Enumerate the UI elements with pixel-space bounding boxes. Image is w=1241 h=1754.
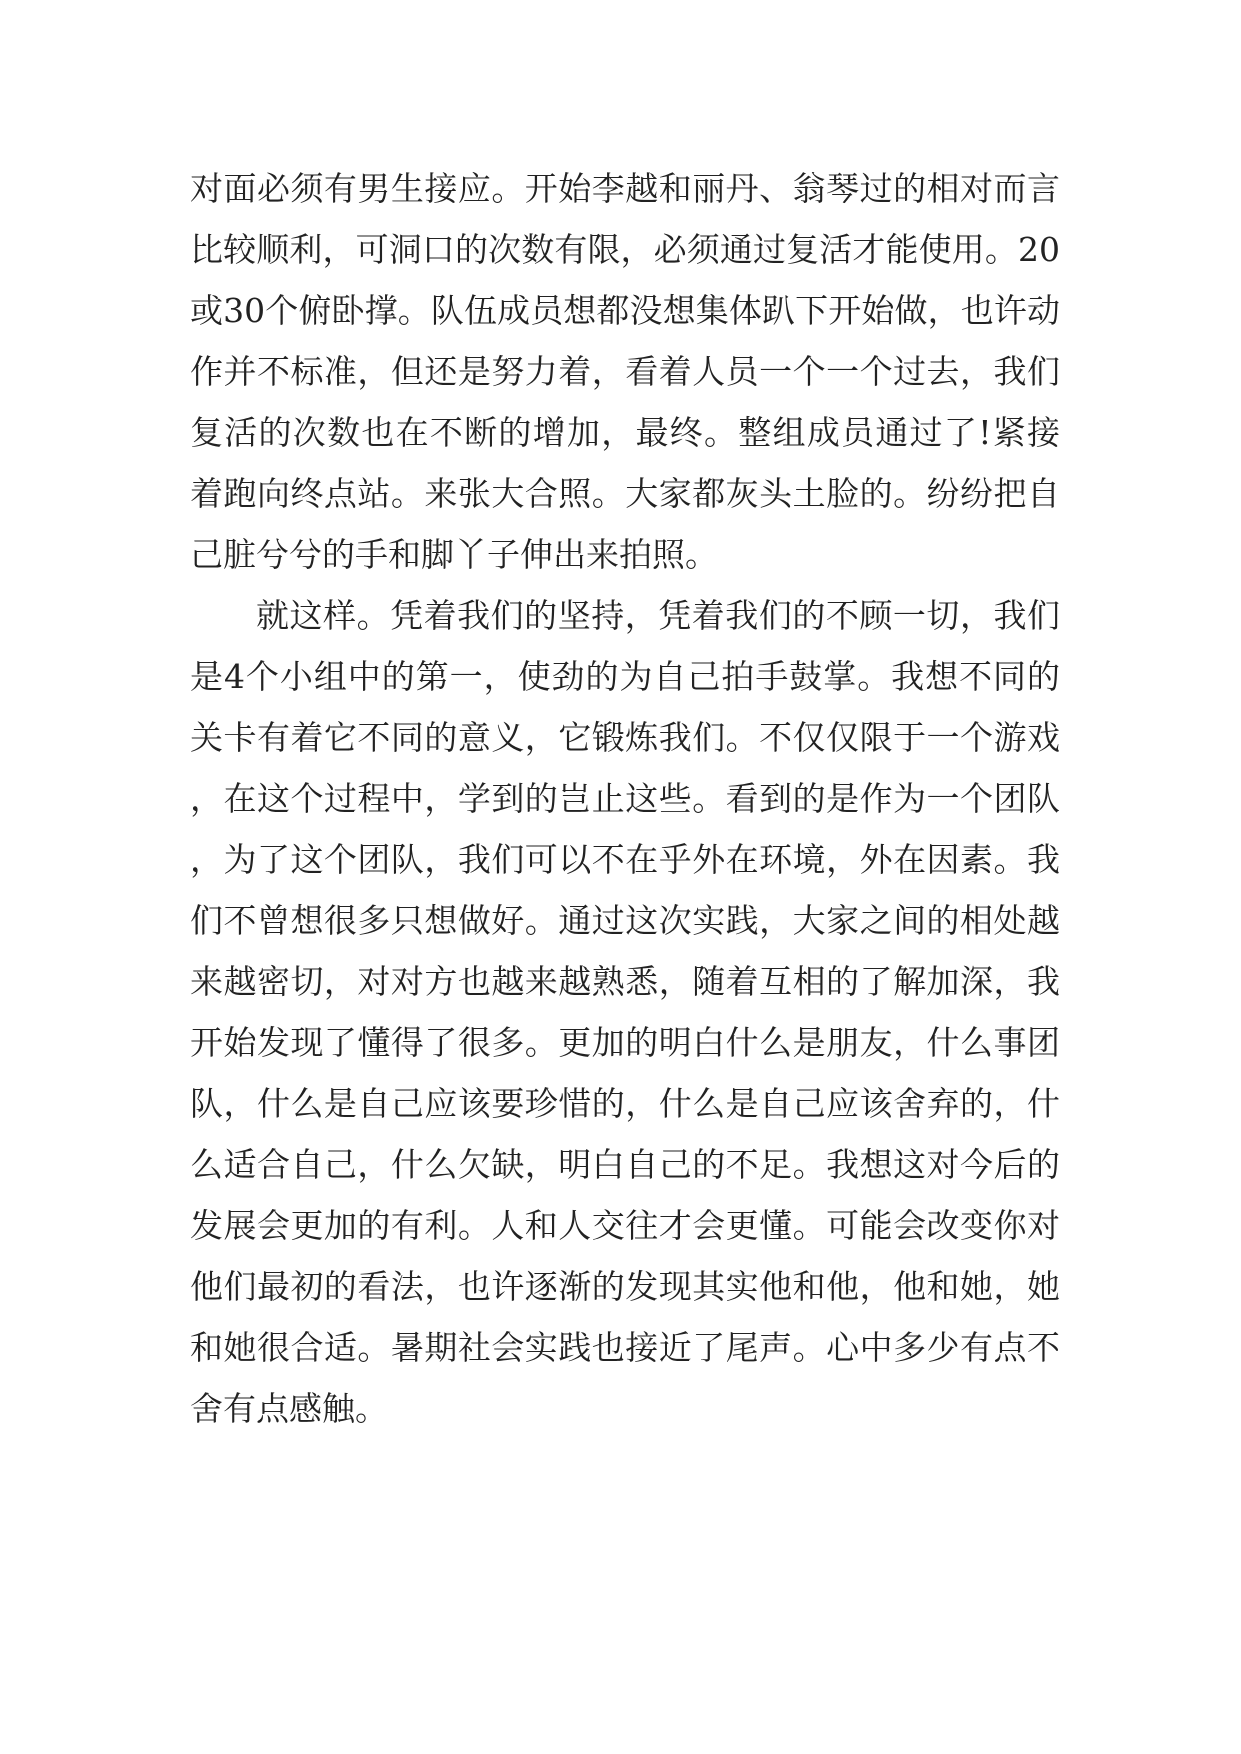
document-body — [190, 158, 1060, 1439]
paragraph-1: 对面必须有男生接应。开始李越和丽丹、翁琴过的相对而言比较顺利，可洞口的次数有限，必须通过复活才能使用。20或30个俯卧撑。队伍成员想都没想集体趴下开始做，也许动作并不标准，但还是努力着，看着人员一个一个过去，我们复活的次数也在不断的增加，最终。整组成员通过了!紧接着跑向终点站。来张大合照。大家都灰头土脸的。纷纷把自己脏兮兮的手和脚丫子伸出来拍照。 — [190, 169, 1060, 574]
paragraph-2: 就这样。凭着我们的坚持，凭着我们的不顾一切，我们是4个小组中的第一，使劲的为自己拍手鼓掌。我想不同的关卡有着它不同的意义，它锻炼我们。不仅仅限于一个游戏，在这个过程中，学到的岂止这些。看到的是作为一个团队，为了这个团队，我们可以不在乎外在环境，外在因素。我们不曾想很多只想做好。通过这次实践，大家之间的相处越来越密切，对对方也越来越熟悉，随着互相的了解加深，我开始发现了懂得了很多。更加的明白什么是朋友，什么事团队，什么是自己应该要珍惜的，什么是自己应该舍弃的，什么适合自己，什么欠缺，明白自己的不足。我想这对今后的发展会更加的有利。人和人交往才会更懂。可能会改变你对他们最初的看法，也许逐渐的发现其实他和他，他和她，她和她很合适。暑期社会实践也接近了尾声。心中多少有点不舍有点感触。 — [190, 596, 1060, 1428]
